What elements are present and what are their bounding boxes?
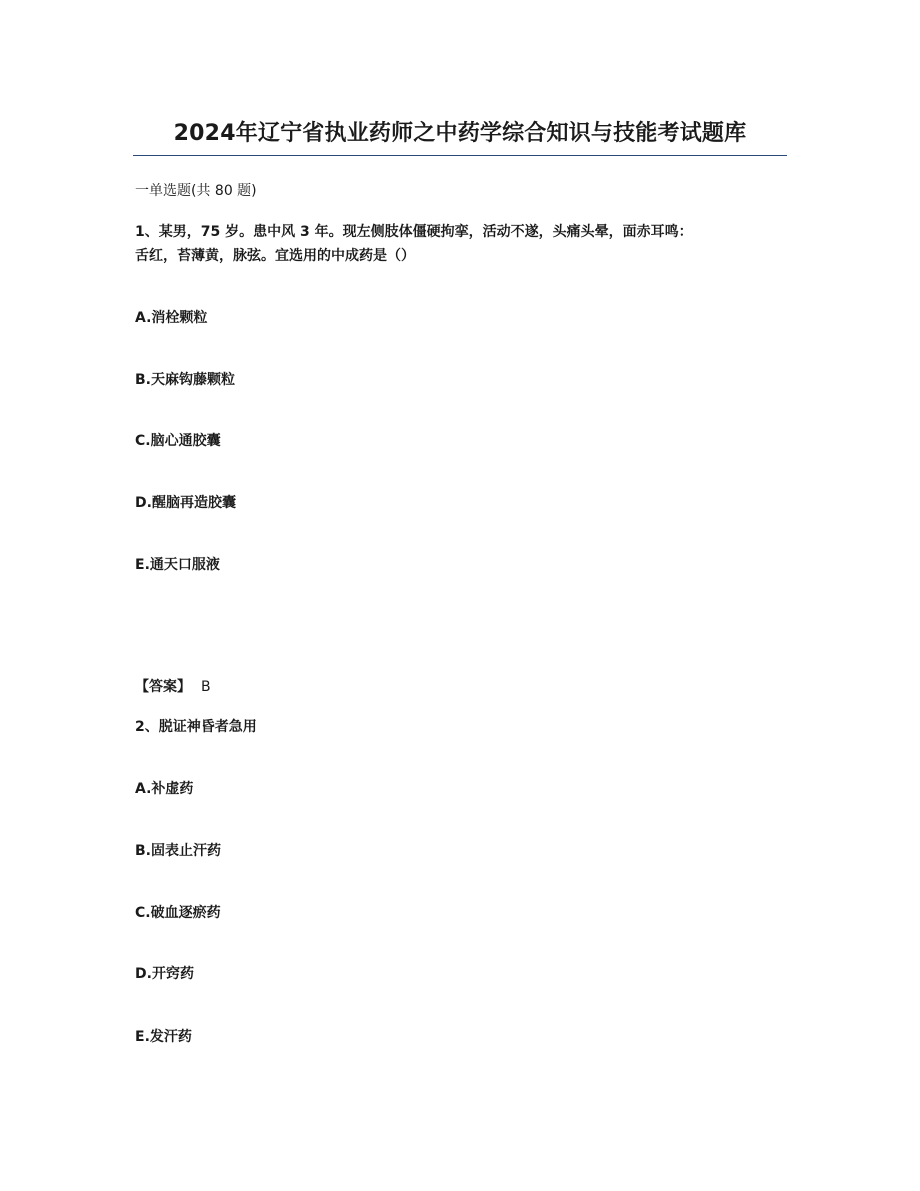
question-stem-continued: 舌红，苔薄黄，脉弦。宜选用的中成药是（） xyxy=(135,248,415,264)
option-a: A.补虚药 xyxy=(135,781,194,797)
option-b: B.固表止汗药 xyxy=(135,843,221,859)
option-a: A.消栓颗粒 xyxy=(135,310,208,326)
option-d: D.醒脑再造胶囊 xyxy=(135,495,236,511)
option-e: E.通天口服液 xyxy=(135,557,220,573)
answer-label: 【答案】 xyxy=(135,679,191,695)
option-b: B.天麻钩藤颗粒 xyxy=(135,372,235,388)
option-c: C.脑心通胶囊 xyxy=(135,433,221,449)
page-title: 2024年辽宁省执业药师之中药学综合知识与技能考试题库 xyxy=(173,121,747,146)
question-stem: 1、某男，75 岁。患中风 3 年。现左侧肢体僵硬拘挛，活动不遂，头痛头晕，面赤耳鸣： xyxy=(135,224,693,240)
section-header: 一单选题(共 80 题) xyxy=(135,183,257,199)
question-stem: 2、脱证神昏者急用 xyxy=(135,719,257,735)
answer-value: B xyxy=(201,679,211,695)
answer-line xyxy=(135,677,211,697)
option-e: E.发汗药 xyxy=(135,1029,192,1045)
title-divider xyxy=(133,155,787,156)
option-c: C.破血逐瘀药 xyxy=(135,905,221,921)
option-d: D.开窍药 xyxy=(135,966,194,982)
